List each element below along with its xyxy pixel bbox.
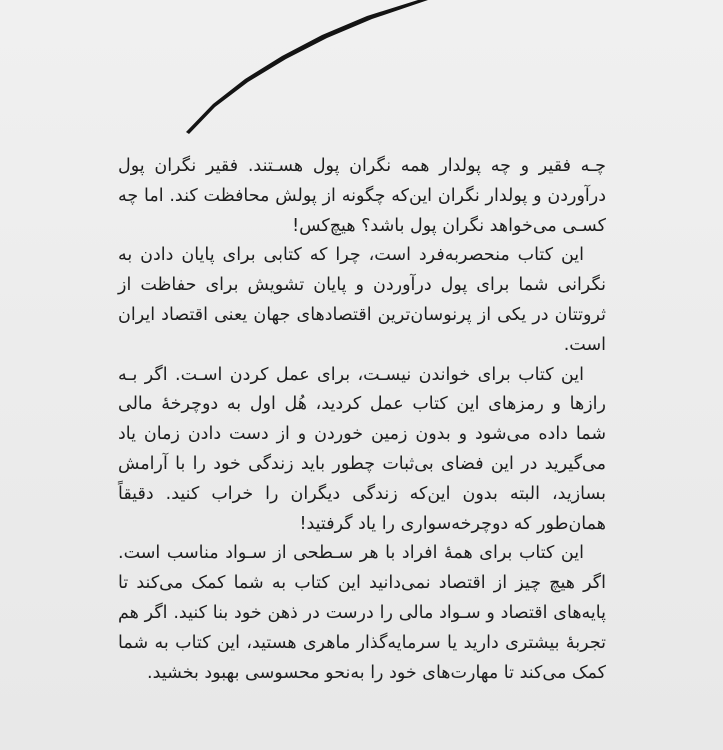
paragraph-3: این کتاب برای خواندن نیسـت، برای عمل کردن اسـت. اگر بـه رازها و رمزهای این کتاب عمل کردید، هُل اول به دوچرخهٔ مالی شما داده می‌شود و بدون زمین خوردن و از دست دادن زمان یاد می‌گیرید در این فضای بی‌ثبات چطور باید زندگی خود را با آرامش بسازید، البته بدون این‌که زندگی دیگران را خراب کنید. دقیقاً همان‌طور که دوچرخه‌سواری را یاد گرفتید! [118,364,606,534]
paragraph-2: این کتاب منحصربه‌فرد است، چرا که کتابی برای پایان دادن به نگرانی شما برای پول درآوردن و پایان تشویش برای حفاظت از ثروتتان در یکی از پرنوسان‌ترین اقتصادهای جهان یعنی اقتصاد ایران است. [118,245,606,355]
paragraph-1: چـه فقیر و چه پولدار همه نگران پول هسـتند. فقیر نگران پول درآوردن و پولدار نگران این‌که چگونه از پولش محافظت کند. اما چه کسـی می‌خواهد نگران پول باشد؟ هیچ‌کس! [118,156,606,236]
paragraph-4: این کتاب برای همهٔ افراد با هر سـطحی از سـواد مناسب است. اگر هیچ چیز از اقتصاد نمی‌دانید این کتاب به شما کمک می‌کند تا پایه‌های اقتصاد و سـواد مالی را درست در ذهن خود بنا کنید. اگر هم تجربهٔ بیشتری دارید یا سرمایه‌گذار ماهری هستید، این کتاب به شما کمک می‌کند تا مهارت‌های خود را به‌نحو محسوسی بهبود بخشید. [118,543,606,683]
body-text [118,152,606,688]
